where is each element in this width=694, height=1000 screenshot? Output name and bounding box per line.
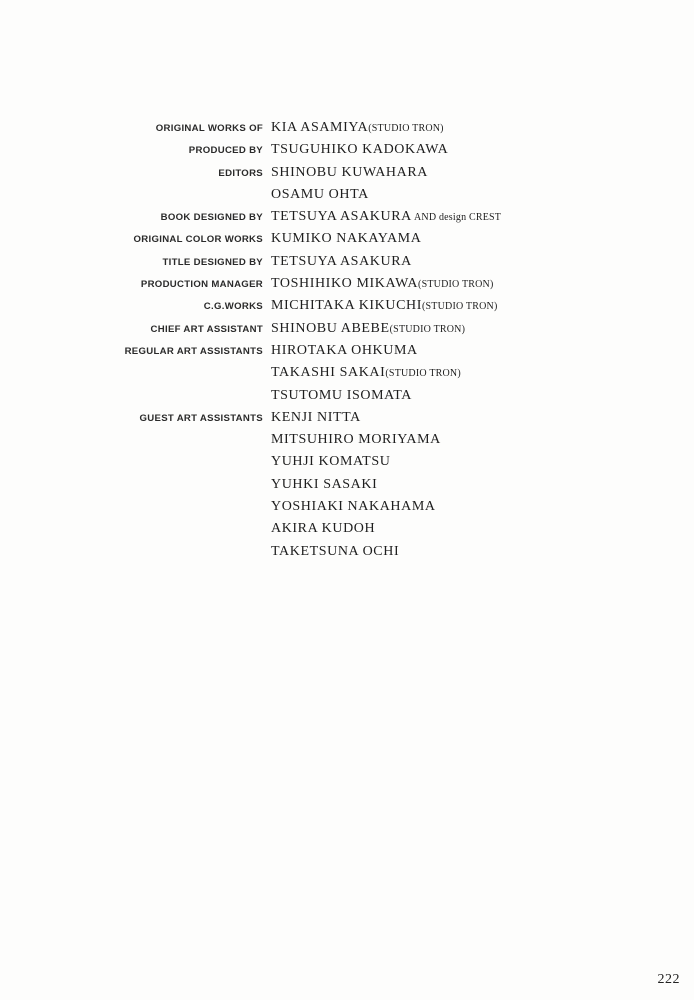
credit-role: CHIEF ART ASSISTANT (150, 323, 263, 335)
credit-name-group (271, 386, 412, 404)
credit-note: AND design CREST (411, 212, 502, 224)
credit-row (0, 542, 694, 564)
credit-name-group (271, 229, 421, 247)
credit-row (0, 296, 694, 318)
credit-name: SHINOBU ABEBE (271, 320, 390, 336)
credit-name-group (271, 408, 361, 426)
credit-name-group (271, 542, 399, 560)
credit-name: TETSUYA ASAKURA (271, 253, 412, 269)
credit-role: ORIGINAL COLOR WORKS (133, 234, 263, 246)
credit-name-group (271, 430, 441, 448)
credit-row (0, 497, 694, 519)
credit-name-group (271, 140, 448, 158)
credit-name-group (271, 363, 461, 381)
credit-row (0, 274, 694, 296)
credit-row (0, 140, 694, 162)
credit-row (0, 252, 694, 274)
credit-name: YUHKI SASAKI (271, 476, 378, 492)
credit-role: C.G.WORKS (203, 301, 263, 313)
credit-row (0, 430, 694, 452)
credit-name: MICHITAKA KIKUCHI (271, 298, 423, 314)
credit-name: TSUTOMU ISOMATA (271, 387, 413, 403)
credit-row (0, 408, 694, 430)
credit-name-group (271, 185, 369, 203)
credit-row (0, 207, 694, 229)
credit-name: TAKETSUNA OCHI (271, 543, 400, 559)
credit-row (0, 386, 694, 408)
credit-name: OSAMU OHTA (271, 186, 369, 202)
credit-name-group (271, 252, 412, 270)
credit-row (0, 163, 694, 185)
credit-name-group (271, 475, 377, 493)
credit-note: (STUDIO TRON) (385, 368, 461, 380)
credit-row (0, 519, 694, 541)
credit-note: (STUDIO TRON) (418, 279, 494, 291)
credit-name-group (271, 274, 494, 292)
credit-name: MITSUHIRO MORIYAMA (271, 432, 441, 448)
credit-name-group (271, 519, 375, 537)
credit-name: SHINOBU KUWAHARA (271, 164, 428, 180)
credit-row (0, 185, 694, 207)
credit-name: TSUGUHIKO KADOKAWA (271, 142, 449, 158)
credit-role: REGULAR ART ASSISTANTS (124, 345, 263, 357)
credit-note: (STUDIO TRON) (422, 301, 498, 313)
credit-note: (STUDIO TRON) (368, 123, 444, 134)
credit-row (0, 475, 694, 497)
credit-row (0, 118, 694, 140)
credit-role: GUEST ART ASSISTANTS (139, 412, 263, 424)
credit-name-group (271, 207, 501, 225)
credit-row (0, 363, 694, 385)
credit-name-group (271, 341, 418, 359)
credit-role: EDITORS (218, 167, 263, 179)
credit-role: ORIGINAL WORKS OF (155, 123, 263, 134)
credit-role: TITLE DESIGNED BY (162, 256, 263, 268)
credit-name: KENJI NITTA (271, 409, 361, 425)
credit-name: TAKASHI SAKAI (271, 365, 386, 381)
credit-name: YUHJI KOMATSU (271, 454, 391, 470)
credit-name: TOSHIHIKO MIKAWA (271, 276, 419, 292)
credit-role: BOOK DESIGNED BY (160, 212, 263, 224)
credit-name-group (271, 497, 436, 515)
credit-name-group (271, 452, 390, 470)
credit-row (0, 341, 694, 363)
credit-name: KIA ASAMIYA (271, 120, 369, 135)
credit-row (0, 229, 694, 251)
credit-name: TETSUYA ASAKURA (271, 209, 412, 225)
credit-row (0, 452, 694, 474)
credit-name-group (271, 118, 444, 136)
credits-list (0, 118, 694, 564)
credit-name-group (271, 163, 428, 181)
credit-role: PRODUCED BY (188, 145, 263, 157)
credit-row (0, 319, 694, 341)
credit-name-group (271, 319, 465, 337)
credit-note: (STUDIO TRON) (389, 323, 466, 335)
credit-name-group (271, 296, 497, 314)
credit-name: HIROTAKA OHKUMA (271, 342, 418, 358)
credit-role: PRODUCTION MANAGER (140, 279, 263, 291)
credit-name: AKIRA KUDOH (271, 521, 376, 537)
credit-name: KUMIKO NAKAYAMA (271, 231, 422, 247)
page-number: 222 (657, 972, 680, 987)
credit-name: YOSHIAKI NAKAHAMA (271, 499, 436, 515)
